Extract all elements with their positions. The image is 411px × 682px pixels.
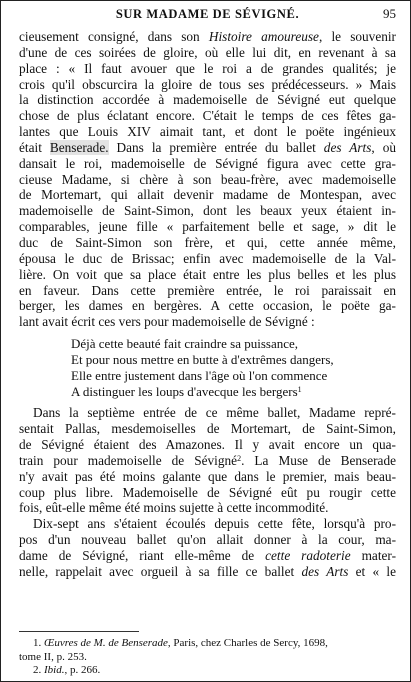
text-run: tome II, p. 253.: [19, 650, 87, 663]
text-line: [19, 108, 396, 124]
text-run: lant avait écrit ces vers pour mademoiselle de Sévigné :: [19, 314, 315, 330]
text-run: crois qu'il obscurcira la gloire de tous ses prédécesseurs. » Mais: [19, 76, 396, 92]
footnote-reference: 2: [237, 453, 242, 463]
text-run: la distinction accordée à mademoiselle de Sévigné eut quelque: [19, 92, 396, 108]
page-header: [19, 7, 396, 27]
text-line: [19, 92, 396, 108]
text-run: 2.: [33, 664, 44, 676]
text-line: [19, 45, 396, 61]
text-line: [19, 29, 396, 45]
italic-text: des Arts: [323, 139, 372, 155]
paragraph-2: [19, 405, 396, 516]
text-run: Dix-sept ans s'étaient écoulés depuis cette fête, lorsqu'à pro-: [33, 516, 396, 532]
text-run: était: [19, 139, 50, 155]
text-line: [19, 532, 396, 548]
text-run: fois, eût-elle même été moins sujette à cette incommodité.: [19, 500, 329, 516]
text-run: place : « Il faut avouer que le roi a de grandes qualités; je: [19, 60, 396, 76]
verse-line: [19, 368, 396, 384]
text-run: pos d'un nouveau ballet qu'on allait donner à la cour, ma-: [19, 532, 396, 548]
italic-text: cette radoterie: [265, 548, 351, 563]
text-run: et « le: [348, 563, 396, 579]
text-line: [19, 298, 396, 314]
italic-text: Histoire amoureuse: [208, 29, 319, 44]
text-run: . La Muse de Benserade: [241, 452, 396, 468]
verse-line: [19, 336, 396, 352]
text-run: lière. On voit que sa place était entre les plus belles et les plus: [19, 266, 396, 282]
italic-text: des Arts: [301, 563, 349, 579]
text-line: [19, 405, 396, 421]
text-run: 1.: [33, 637, 44, 649]
text-line: [19, 267, 396, 283]
text-run: cieuse Madame, si chère à son beau-frère, avec mademoiselle: [19, 171, 396, 187]
page-number: 95: [383, 6, 396, 21]
text-line: [19, 283, 396, 299]
text-line: [19, 140, 396, 156]
text-run: cieusement consigné, dans son: [19, 29, 209, 44]
text-run: mademoiselle de Saint-Simon, dont les beaux yeux étaient in-: [19, 203, 396, 219]
text-run: de Mortemart, qui allait devenir madame de Montespan, avec: [19, 187, 396, 203]
text-run: , où: [371, 139, 397, 155]
text-line: [19, 187, 396, 203]
text-line: [19, 469, 396, 485]
verse-quotation: [19, 336, 396, 399]
verse-line: [19, 352, 396, 368]
verse-text: Elle entre justement dans l'âge où l'on commence: [71, 367, 328, 383]
text-line: [19, 77, 396, 93]
text-line: [19, 500, 396, 516]
text-run: chose de plus éclatant encore. C'était le temps de ces fêtes ga-: [19, 108, 396, 124]
text-line: [19, 203, 396, 219]
text-run: lantes que Louis XIV aimait tant, et dont le poëte ingénieux: [19, 124, 396, 140]
verse-text: Déjà cette beauté fait craindre sa puissance,: [71, 336, 299, 352]
text-line: [19, 564, 396, 580]
text-line: [19, 61, 396, 77]
text-line: [19, 485, 396, 501]
text-line: [19, 124, 396, 140]
paragraph-1: [19, 29, 396, 330]
text-line: [19, 548, 396, 564]
body-text: [19, 29, 396, 580]
footnote-line: [19, 664, 396, 678]
text-run: nelle, rappelait avec orgueil à sa fille ce ballet: [19, 563, 302, 579]
footnotes: [19, 637, 396, 678]
text-line: [19, 314, 396, 330]
verse-line: [19, 384, 396, 400]
footnote-rule: [19, 631, 139, 632]
text-run: , le souvenir: [318, 29, 396, 44]
text-line: [19, 156, 396, 172]
text-run: mater-: [350, 548, 397, 563]
verse-text: A distinguer les loups d'avecque les bergers: [71, 383, 298, 399]
footnote-line: [19, 651, 396, 665]
text-run: dansait le roi, mademoiselle de Sévigné figura avec cette gra-: [19, 155, 396, 171]
text-run: Dans la première entrée du ballet: [108, 139, 324, 155]
text-line: [19, 251, 396, 267]
text-line: [19, 219, 396, 235]
highlighted-text: Benserade.: [49, 139, 109, 155]
running-head: SUR MADAME DE SÉVIGNÉ.: [115, 7, 300, 21]
text-line: [19, 172, 396, 188]
italic-text: Œuvres de M. de Benserade: [44, 637, 168, 649]
text-run: berger, les dames en bergères. A cette occasion, le poëte ga-: [19, 298, 396, 314]
text-run: coup plus libre. Mademoiselle de Sévigné eût pu rougir cette: [19, 484, 396, 500]
footnote-reference: 1: [297, 384, 302, 394]
text-line: [19, 516, 396, 532]
text-run: d'une de ces soirées de gloire, où elle lui dit, en revenant à sa: [19, 44, 396, 60]
text-run: sentait Pallas, mesdemoiselles de Mortemart, de Saint-Simon,: [19, 421, 396, 437]
text-run: épousa le duc de Brissac; enfin avec mademoiselle de la Val-: [19, 250, 396, 266]
text-run: Dans la septième entrée de ce même ballet, Madame repré-: [33, 405, 396, 421]
text-run: de Sévigné étaient des Amazones. Il y avait encore un qua-: [19, 437, 396, 453]
footnote: [19, 664, 396, 678]
text-run: train pour mademoiselle de Sévigné: [19, 452, 238, 468]
text-run: comparables, jeune fille « parfaitement belle et sage, » dit le: [19, 219, 396, 235]
text-run: duc de Saint-Simon son frère, et qui, cette année même,: [19, 234, 396, 250]
text-line: [19, 437, 396, 453]
text-line: [19, 235, 396, 251]
footnote-line: [19, 637, 396, 651]
verse-text: Et pour nous mettre en butte à d'extrêmes dangers,: [71, 351, 334, 367]
text-line: [19, 421, 396, 437]
text-run: , Paris, chez Charles de Sercy, 1698,: [167, 637, 328, 649]
text-run: n'y avait pas été moins galante que dans le premier, mais beau-: [19, 468, 396, 484]
text-run: en faveur. Dans cette première entrée, le roi paraissait en: [19, 282, 396, 298]
italic-text: Ibid.: [44, 664, 65, 676]
footnote: [19, 637, 396, 664]
text-line: [19, 453, 396, 469]
text-run: dame de Sévigné, riant elle-même de: [19, 548, 266, 563]
paragraph-3: [19, 516, 396, 579]
text-run: , p. 266.: [64, 664, 101, 676]
